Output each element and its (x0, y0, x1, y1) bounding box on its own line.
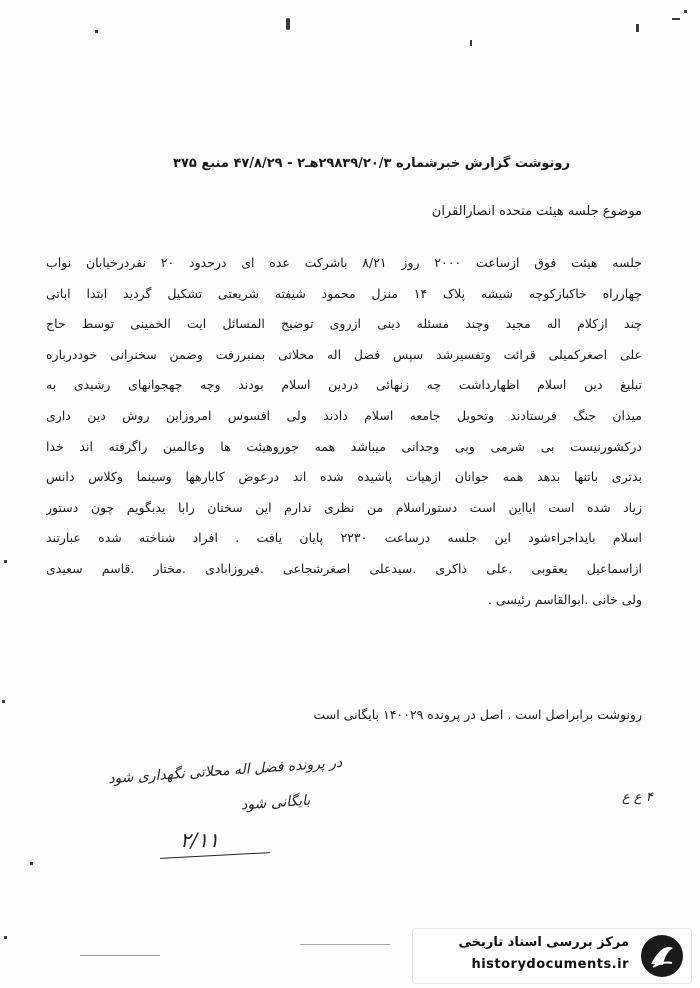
watermark-logo (412, 928, 692, 984)
body-line: ازاسماعیل یعقوبی .علی ذاکری .سیدعلی اصغرشجاعی .فیروزابادی .مختار .قاسم سعیدی (46, 560, 642, 576)
body-line: تبلیغ دین اسلام اظهارداشت چه زنهائی دردین اسلام بودند وچه چهجوانهای رشیدی به (46, 377, 642, 393)
margin-marks: ۴ ع ع (622, 790, 653, 805)
scan-mark (672, 18, 680, 20)
report-title: رونوشت گزارش خبرشماره ۲۹۸۳۹/۲۰/۳هـ۲ - ۴۷/۸/۲۹ منبع ۳۷۵ (173, 156, 570, 171)
scan-mark (4, 936, 7, 939)
scan-mark (286, 18, 290, 30)
scan-mark (636, 24, 639, 32)
handwritten-underline (160, 852, 270, 859)
archive-logo-icon (639, 933, 685, 979)
scan-mark (684, 10, 687, 13)
body-line: زیاد شده است ایااین است دستوراسلام من نظری ندارم این سخنان رابا یدبگویم چون دستور (46, 499, 642, 515)
body-line: بدتری باتنها بدهد همه جوانان ازهیات پاشیده شده اند درعوض کابارهها وسینما وکلاس دانس (46, 469, 642, 485)
body-line: ولی خانی .ابوالقاسم رئیسی . (487, 591, 642, 607)
certification-line: رونوشت برابراصل است . اصل در پرونده ۱۴۰۰۲۹ بایگانی است (313, 707, 642, 722)
scan-mark (30, 862, 33, 865)
scan-mark (4, 560, 7, 563)
scan-mark (80, 955, 160, 956)
body-line: میدان جنگ فرستادند وتحویل جامعه اسلام دادند ولی افسوس امروزاین روش دین داری (46, 407, 642, 423)
body-line: چهارراه خاکبازکوچه شیشه پلاک ۱۴ منزل محمود شیفته شریعتی تشکیل گردید ابتدا اباتی (46, 285, 642, 301)
handwritten-number: ۲/۱۱ (180, 828, 219, 852)
watermark-title: مرکز بررسی اسناد تاریخی (458, 935, 629, 950)
scan-mark (470, 40, 472, 46)
watermark-url: historydocuments.ir (471, 957, 629, 972)
scan-mark (95, 30, 98, 33)
body-line: جلسه هیئت فوق ازساعت ۲۰۰۰ روز ۸/۲۱ باشرکت عده ای درحدود ۲۰ نفردرخیابان نواب (46, 255, 642, 270)
scan-mark (300, 944, 390, 945)
report-subject: موضوع جلسه هیئت متحده انصارالقران (431, 204, 642, 219)
report-body (46, 248, 642, 615)
body-line: اسلام بایداجراءشود این جلسه درساعت ۲۲۳۰ پایان یافت . افراد شناخته شده عبارتند (46, 530, 642, 546)
body-line: درکشورنیست بی شرمی وبی وجدانی میباشد همه جوروهیئت ها وعالمین راگرفته اند خدا (46, 438, 642, 454)
body-line: علی اصغرکمیلی قرائت وتفسیرشد سپس فضل اله محلاتی بمنبررفت وضمن سخنرانی خوددرباره (46, 346, 642, 362)
handwritten-note: بایگانی شود (240, 792, 311, 814)
scan-mark (2, 700, 5, 703)
handwritten-note: در پرونده فضل اله محلاتی نگهداری شود (107, 754, 343, 788)
body-line: چند ازکلام اله مجید وچند مسئله دینی ازروی توضیح المسائل ایت الخمینی توسط حاج (46, 316, 642, 332)
